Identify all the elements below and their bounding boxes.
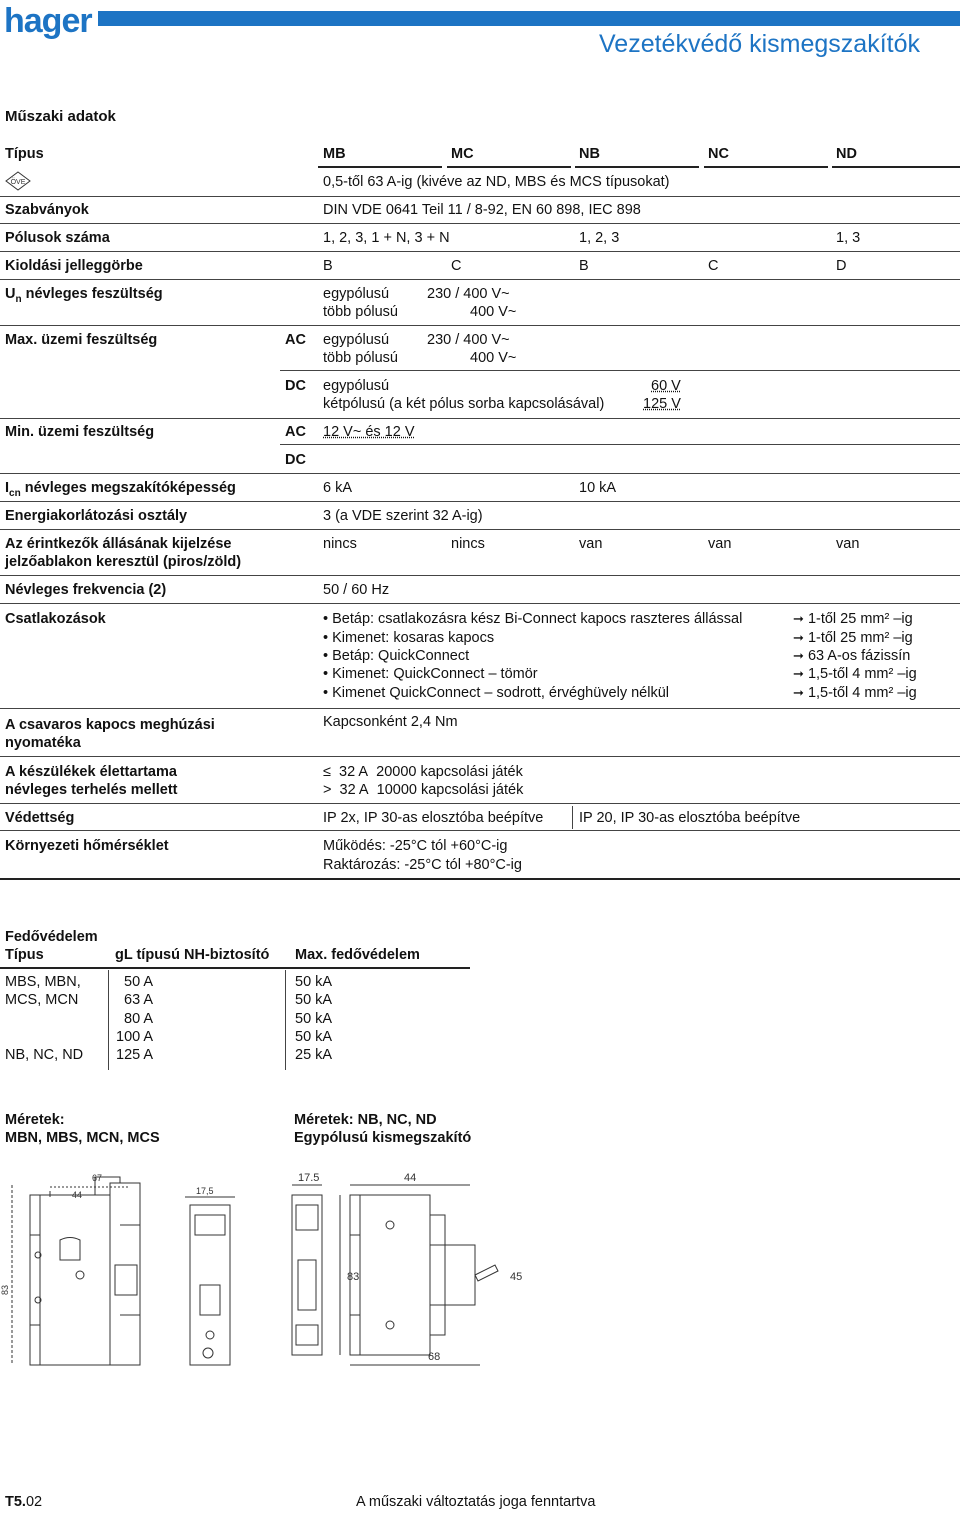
max-dc-row-1-name: egypólusú (323, 378, 390, 394)
freq-value: 50 / 60 Hz (323, 582, 390, 598)
backup-row-2-type: MCS, MCN (5, 992, 79, 1008)
arrow-icon: ➞ (793, 685, 804, 700)
dims-right-title-2: Egypólusú kismegszakító (294, 1130, 472, 1146)
poles-label: Pólusok száma (5, 230, 110, 246)
type-label: Típus (5, 146, 44, 162)
icn-label: $I_{cn}$ névleges megszakítóképesség (5, 480, 236, 499)
un-row-2-name: több pólusú (323, 304, 398, 320)
type-nb: NB (579, 146, 600, 162)
un-row-1-name: egypólusú (323, 286, 390, 302)
dim-label-67: 67 (92, 1173, 103, 1183)
torque-value: Kapcsonként 2,4 Nm (323, 714, 458, 730)
vde-mark-icon (5, 171, 31, 191)
arrow-icon: ➞ (793, 630, 804, 645)
conn-item-3: • Betáp: QuickConnect (323, 648, 469, 664)
backup-header-max: Max. fedővédelem (295, 947, 420, 963)
conn-item-1: • Betáp: csatlakozásra kész Bi-Connect kapocs raszteres állással (323, 611, 742, 627)
conn-value-3: ➞ 63 A-os fázissín (793, 648, 911, 664)
dimension-drawing-mbn (0, 1165, 260, 1380)
curve-label: Kioldási jelleggörbe (5, 258, 143, 274)
life-row-1: ≤ 32 A 20000 kapcsolási játék (323, 764, 523, 780)
arrow-icon: ➞ (793, 648, 804, 663)
icn-value-n: 10 kA (579, 480, 617, 496)
max-ac-row-1-value: 230 / 400 V~ (427, 332, 510, 348)
contact-label-1: Az érintkezők állásának kijelzése (5, 536, 232, 552)
max-ac-row-2-name: több pólusú (323, 350, 398, 366)
dim-label-17-5: 17.5 (298, 1172, 320, 1184)
contact-nb: van (579, 536, 603, 552)
dim-label-44: 44 (404, 1172, 417, 1184)
footer-note: A műszaki változtatás joga fenntartva (356, 1494, 596, 1510)
backup-row-4-fuse: 100 A (116, 1029, 154, 1045)
energy-label: Energiakorlátozási osztály (5, 508, 188, 524)
dim-label-83: 83 (0, 1284, 10, 1295)
conn-item-5: • Kimenet QuickConnect – sodrott, érvéghüvely nélkül (323, 685, 669, 701)
backup-row-2-fuse: 63 A (124, 992, 154, 1008)
dims-right-title-1: Méretek: NB, NC, ND (294, 1112, 437, 1128)
type-nc: NC (708, 146, 729, 162)
max-ac-label: AC (285, 332, 306, 348)
contact-mb: nincs (323, 536, 357, 552)
curve-mb: B (323, 258, 333, 274)
backup-row-5-type: NB, NC, ND (5, 1047, 84, 1063)
min-dc-label: DC (285, 452, 306, 468)
backup-header-type: Típus (5, 947, 44, 963)
curve-nd: D (836, 258, 847, 274)
env-value-1: Működés: -25°C tól +60°C-ig (323, 838, 508, 854)
max-dc-row-1-value: 60 V (651, 378, 681, 394)
env-value-2: Raktározás: -25°C tól +80°C-ig (323, 857, 522, 873)
poles-value-nbnc: 1, 2, 3 (579, 230, 620, 246)
dims-left-title-1: Méretek: (5, 1112, 65, 1128)
max-dc-label: DC (285, 378, 306, 394)
backup-row-1-max: 50 kA (295, 974, 333, 990)
contact-label-2: jelzőablakon keresztül (piros/zöld) (5, 554, 242, 570)
arrow-icon: ➞ (793, 666, 804, 681)
standards-label: Szabványok (5, 202, 89, 218)
conn-item-2: • Kimenet: kosaras kapocs (323, 630, 494, 646)
dims-left-title-2: MBN, MBS, MCN, MCS (5, 1130, 160, 1146)
conn-value-5: ➞ 1,5-től 4 mm² –ig (793, 685, 917, 701)
poles-value-m: 1, 2, 3, 1 + N, 3 + N (323, 230, 450, 246)
conn-value-2: ➞ 1-től 25 mm² –ig (793, 630, 913, 646)
page-code: T5.02 (5, 1494, 43, 1510)
arrow-icon: ➞ (793, 611, 804, 626)
life-label-1: A készülékek élettartama (5, 764, 177, 780)
type-mc: MC (451, 146, 474, 162)
conn-item-4: • Kimenet: QuickConnect – tömör (323, 666, 538, 682)
dim-label-45: 45 (510, 1271, 523, 1283)
backup-row-5-fuse: 125 A (116, 1047, 154, 1063)
min-voltage-label: Min. üzemi feszültség (5, 424, 155, 440)
icn-value-m: 6 kA (323, 480, 353, 496)
protection-label: Védettség (5, 810, 75, 826)
contact-nd: van (836, 536, 860, 552)
max-dc-row-2-name: kétpólusú (a két pólus sorba kapcsolásával) (323, 396, 605, 412)
un-row-1-value: 230 / 400 V~ (427, 286, 510, 302)
standards-value: DIN VDE 0641 Teil 11 / 8-92, EN 60 898, IEC 898 (323, 202, 641, 218)
torque-label-1: A csavaros kapocs meghúzási (5, 717, 215, 733)
contact-mc: nincs (451, 536, 485, 552)
backup-title: Fedővédelem (5, 929, 98, 945)
type-nd: ND (836, 146, 857, 162)
contact-nc: van (708, 536, 732, 552)
header-bar (98, 11, 960, 26)
max-ac-row-1-name: egypólusú (323, 332, 390, 348)
curve-nb: B (579, 258, 589, 274)
un-row-2-value: 400 V~ (470, 304, 517, 320)
dim-label-68: 68 (428, 1351, 441, 1363)
type-mb: MB (323, 146, 346, 162)
protection-value-n: IP 20, IP 30-as elosztóba beépítve (579, 810, 801, 826)
brand-logo: hager (4, 2, 92, 40)
min-ac-label: AC (285, 424, 306, 440)
conn-value-4: ➞ 1,5-től 4 mm² –ig (793, 666, 917, 682)
conn-value-1: ➞ 1-től 25 mm² –ig (793, 611, 913, 627)
poles-value-nd: 1, 3 (836, 230, 861, 246)
life-row-2: > 32 A 10000 kapcsolási játék (323, 782, 524, 798)
curve-nc: C (708, 258, 719, 274)
backup-row-4-max: 50 kA (295, 1029, 333, 1045)
dimension-drawing-nb (280, 1165, 560, 1375)
min-voltage-value: 12 V~ és 12 V (323, 424, 415, 440)
backup-row-2-max: 50 kA (295, 992, 333, 1008)
max-voltage-label: Max. üzemi feszültség (5, 332, 158, 348)
backup-row-5-max: 25 kA (295, 1047, 333, 1063)
max-ac-row-2-value: 400 V~ (470, 350, 517, 366)
torque-label-2: nyomatéka (5, 735, 81, 751)
svg-text:ÖVE: ÖVE (10, 179, 26, 186)
un-label: $U_n$ névleges feszültség (5, 286, 163, 305)
protection-value-m: IP 2x, IP 30-as elosztóba beépítve (323, 810, 544, 826)
backup-row-1-fuse: 50 A (124, 974, 154, 990)
backup-row-1-type: MBS, MBN, (5, 974, 81, 990)
backup-row-3-fuse: 80 A (124, 1011, 154, 1027)
max-dc-row-2-value: 125 V (643, 396, 681, 412)
backup-row-3-max: 50 kA (295, 1011, 333, 1027)
life-label-2: névleges terhelés mellett (5, 782, 178, 798)
energy-value: 3 (a VDE szerint 32 A-ig) (323, 508, 483, 524)
env-label: Környezeti hőmérséklet (5, 838, 169, 854)
section-title-specs: Műszaki adatok (5, 108, 116, 125)
freq-label: Névleges frekvencia (2) (5, 582, 167, 598)
backup-header-fuse: gL típusú NH-biztosító (115, 947, 270, 963)
curve-mc: C (451, 258, 462, 274)
dim-label-17-5: 17,5 (196, 1186, 214, 1196)
dim-label-44: 44 (72, 1190, 83, 1200)
connections-label: Csatlakozások (5, 611, 106, 627)
page-title: Vezetékvédő kismegszakítók (599, 30, 920, 58)
dim-label-83: 83 (347, 1271, 360, 1283)
vde-range-text: 0,5-től 63 A-ig (kivéve az ND, MBS és MCS típusokat) (323, 174, 670, 190)
